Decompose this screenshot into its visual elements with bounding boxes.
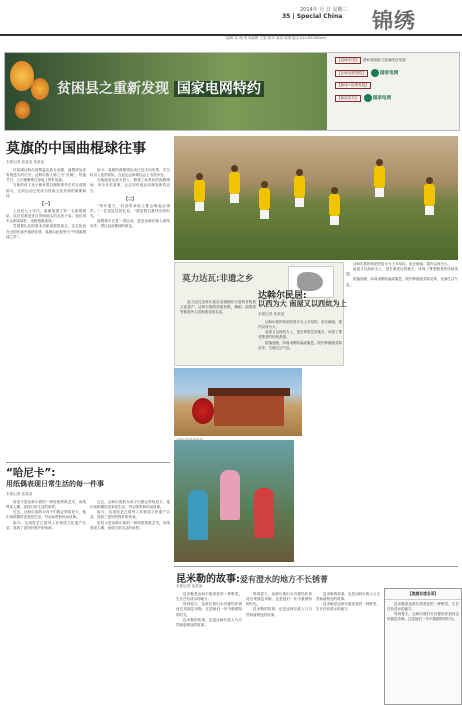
banner-side-item: 【新闻+县城发展】 xyxy=(337,83,369,87)
box-text: 莫力达瓦达斡尔族自治旗拥有丰富的非物质文化遗产，达斡尔族的传统民歌、舞蹈、曲棍球等都被列入国家级非遗名录。 xyxy=(180,300,256,315)
story-byline: 本报记者 某某某 xyxy=(176,584,203,588)
player-figure xyxy=(424,184,435,206)
story-headline: 昆米勒的故事:爱有澄水的地方不长锈菁 xyxy=(176,574,328,585)
player-figure xyxy=(194,180,205,202)
figure xyxy=(254,488,274,538)
sidebar-box-text: 昆米勒是达斡尔族喜爱的一种野菜，生长在有清水的地方。 每到春天，达斡尔族妇女们便结伴到河边采摘昆米勒，这是她们一年中最期待的时光。 xyxy=(387,602,459,622)
story-headline: “哈尼卡”: xyxy=(6,467,56,479)
story-column: 过去，达斡尔族的女孩子们都会剪哈尼卡，她们用纸偶讲述家庭生活、劳动场景和民间故事。 如今，这项技艺已被列入非物质文化遗产名录，得到了更好的保护和传承。 哈尼卡是达斡尔族的一种传统剪纸艺术，用纸剪成人偶，表现日常生活的场景。 xyxy=(90,500,170,530)
hockey-photo xyxy=(174,136,458,260)
flower-decoration xyxy=(15,101,30,119)
feature-banner xyxy=(4,52,460,131)
sgcc-logo: 国家电网 xyxy=(371,71,398,75)
flower-figure xyxy=(192,398,214,424)
story-byline: 本报记者 某某某 xyxy=(258,312,285,316)
banner-title-main: 贫困县之重新发现 xyxy=(57,81,169,97)
story-column: 在莫旗达斡尔族鄂温克族自治旗，曲棍球运动有着悠久的历史。达斡尔族人称之为“贝阔”，每逢节日，人们便聚集在草地上挥杆追逐。 当地的孩子从小就拿着自制的球杆在村头巷尾练习，这项运动已经成为民族文化传承的重要载体。 【一】 上世纪七十年代，莫旗组建了第一支曲棍球队，队员们都是来自田间地头的农民子弟。他们用木头削成球杆，用树根做成球。 凭借着扎实的基本功和顽强的意志，这支队伍在全国比赛中屡获佳绩，莫旗由此被誉为“中国曲棍球之乡”。 xyxy=(6,168,86,239)
figure xyxy=(220,470,240,520)
banner-photo xyxy=(5,53,327,130)
section-divider xyxy=(174,566,458,567)
banner-side-list xyxy=(335,57,455,107)
player-figure xyxy=(329,194,340,216)
story-column: 达斡尔族的传统民居多为土木结构，坐北朝南，屋内以西为大。 南屋又以西炕为上，是长辈居住的地方，体现了尊老敬老的传统美德。 院落宽敞，四周用柳条编成篱笆，院内种植蔬菜和花草，充满生活气息。 xyxy=(258,320,342,350)
player-figure xyxy=(229,172,240,194)
banner-side-item: 【新闻发布】 国家电网 xyxy=(337,96,392,101)
player-figure xyxy=(374,166,385,188)
section-divider xyxy=(6,462,170,463)
issue-date: 2014年 月 日 星期三 xyxy=(300,7,348,13)
editor-credits: 编辑 高 翔 美术编辑 王某 校对 某某 联系电话 010-65369xxx xyxy=(226,36,326,40)
sidebar-box xyxy=(384,588,462,705)
story-column: 哈尼卡是达斡尔族的一种传统剪纸艺术，用纸剪成人偶，表现日常生活的场景。 过去，达斡尔族的女孩子们都会剪哈尼卡，她们用纸偶讲述家庭生活、劳动场景和民间故事。 如今，这项技艺已被列入非物质文化遗产名录，得到了更好的保护和传承。 xyxy=(6,500,86,530)
story-column: 达斡尔族的传统民居多为土木结构，坐北朝南，屋内以西为大。 南屋又以西炕为上，是长辈居住的地方，体现了尊老敬老的传统美德。 院落宽敞，四周用柳条编成篱笆，院内种植蔬菜和花草，充满生活气息。 xyxy=(346,262,458,287)
story-subheadline: 以西为大 南屋又以西炕为上 xyxy=(258,299,347,308)
story-byline: 本报记者 某某某 xyxy=(6,492,33,496)
story-column: 每到春天，达斡尔族妇女们便结伴到河边采摘昆米勒，这是她们一年中最期待的时光。 昆米勒的故事，也是达斡尔族人与自然和谐相处的故事。 xyxy=(246,592,312,617)
banner-title xyxy=(57,78,264,98)
story-subheadline: 用纸偶表现日常生活的每一件事 xyxy=(6,480,104,488)
house-figure xyxy=(214,396,284,426)
sidebar-box-title: 【莫旗非遗名录】 xyxy=(385,589,461,600)
story-column: 昆米勒是达斡尔族喜爱的一种野菜，生长在有清水的地方。 每到春天，达斡尔族妇女们便结伴到河边采摘昆米勒，这是她们一年中最期待的时光。 昆米勒的故事，也是达斡尔族人与自然和谐相处的故事。 xyxy=(176,592,242,627)
player-figure xyxy=(259,188,270,210)
house-photo xyxy=(174,368,302,436)
flower-decoration xyxy=(31,78,49,100)
banner-side-item: 【县域中国】 国家电网助力县域经济发展 xyxy=(337,58,406,62)
banner-side-item: 【区域发展观察】 国家电网 xyxy=(337,71,399,76)
story-headline: 莫旗的中国曲棍球往事 xyxy=(6,141,146,157)
story-column: 昆米勒的故事，也是达斡尔族人与自然和谐相处的故事。 昆米勒是达斡尔族喜爱的一种野菜，生长在有清水的地方。 xyxy=(316,592,380,612)
figure xyxy=(188,490,208,540)
banner-title-tag: 国家电网特约 xyxy=(174,81,264,97)
paper-cut-photo xyxy=(174,440,294,562)
box-title: 莫力达瓦:非遗之乡 xyxy=(182,274,254,284)
page-label: 35 | Special China xyxy=(282,13,343,20)
section-title: 锦绣 xyxy=(372,8,416,33)
story-column: 如今，莫旗的曲棍球运动已经走向世界，多名队员入选国家队，在亚运会和奥运会上为国争光。 当地政府也加大投入，修建了标准化的曲棍球场，举办各类赛事，让这项传统运动焕发新的活力。 【二】 “每年夏天，村里的草场上都会响起击球声。”一位老队员回忆说，“那是我们最快乐的时光。” 曲棍球不仅是一项运动，更是达斡尔族人团结协作、勇往直前精神的象征。 xyxy=(90,168,170,229)
story-headline: 达斡尔民居: xyxy=(258,291,307,301)
story-byline: 本报记者 张某某 高某某 xyxy=(6,160,45,164)
player-figure xyxy=(294,176,305,198)
sgcc-logo: 国家电网 xyxy=(364,96,391,100)
